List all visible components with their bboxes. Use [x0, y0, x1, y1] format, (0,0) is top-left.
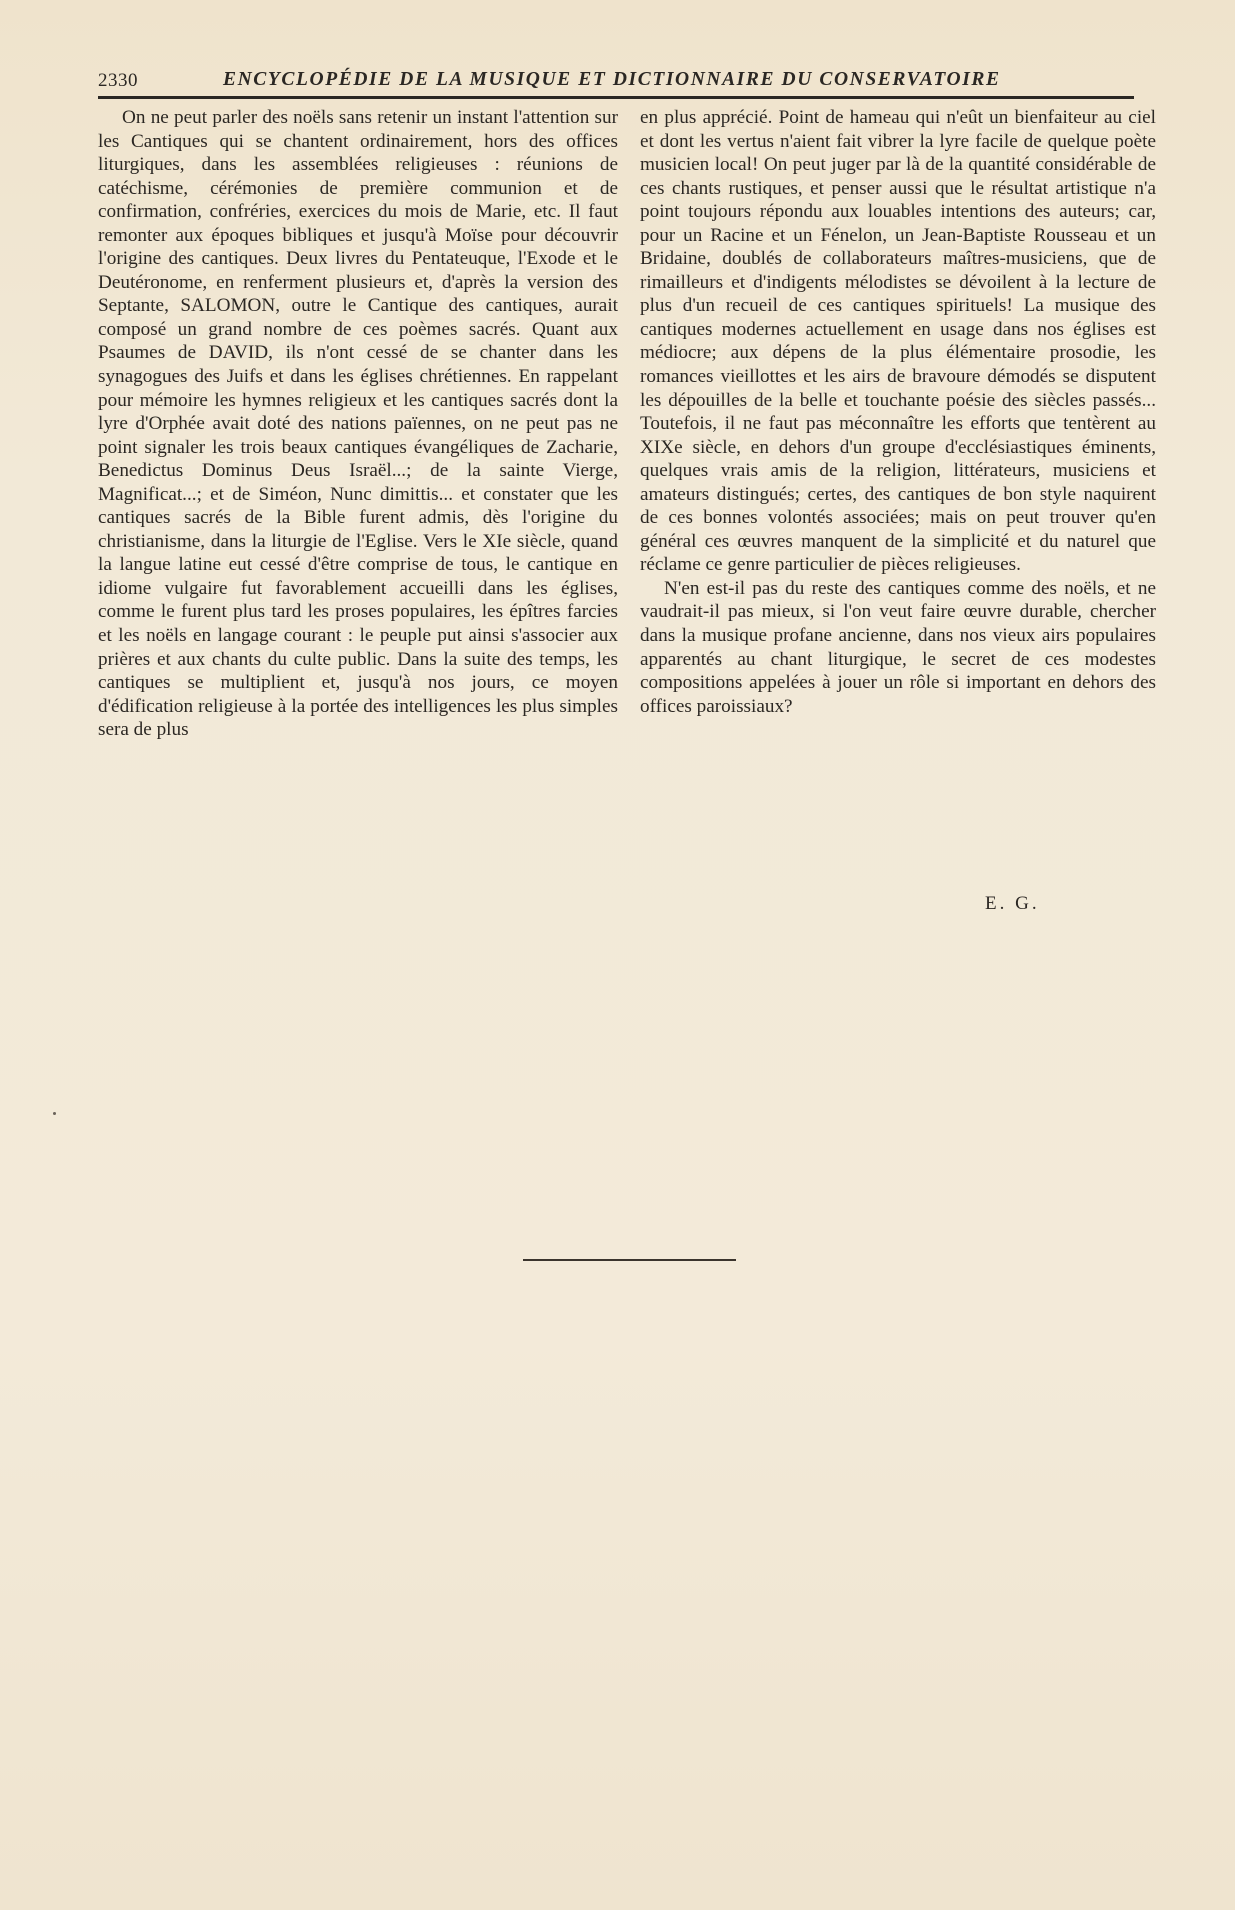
- header-rule: [98, 96, 1134, 99]
- section-end-rule: [523, 1259, 736, 1261]
- running-head: ENCYCLOPÉDIE DE LA MUSIQUE ET DICTIONNAIRE DU CONSERVATOIRE: [223, 69, 1001, 90]
- author-signature: E. G.: [985, 893, 1040, 914]
- paper-speck: [53, 1112, 56, 1115]
- body-paragraph: N'en est-il pas du reste des cantiques comme des noëls, et ne vaudrait-il pas mieux, si l'on veut faire œuvre durable, chercher dans la musique profane ancienne, dans nos vieux airs populaires apparentés au chant liturgique, le secret de ces modestes compositions appelées à jouer un rôle si important en dehors des offices paroissiaux?: [640, 577, 1156, 717]
- page-number: 2330: [98, 70, 138, 91]
- left-column: [98, 106, 618, 742]
- body-paragraph-continued: en plus apprécié. Point de hameau qui n'eût un bienfaiteur au ciel et dont les vertus n'aient fait vibrer la lyre facile de quelque poète musicien local! On peut juger par là de la quantité considérable de ces chants rustiques, et penser aussi que le résultat artistique n'a point toujours répondu aux louables intentions des auteurs; car, pour un Racine et un Fénelon, un Jean-Baptiste Rousseau et un Bridaine, doublés de collaborateurs maîtres-musiciens, que de rimailleurs et d'indigents mélodistes se dévoilent à la lecture de plus d'un recueil de ces cantiques spirituels! La musique des cantiques modernes actuellement en usage dans nos églises est médiocre; aux dépens de la plus élémentaire prosodie, les romances vieillottes et les airs de bravoure démodés se disputent les dépouilles de la belle et touchante poésie des siècles passés... Toutefois, il ne faut pas méconnaître les efforts que tentèrent au XIXe siècle, en dehors d'un groupe d'ecclésiastiques éminents, quelques vrais amis de la religion, littérateurs, musiciens et amateurs distingués; certes, des cantiques de bon style naquirent de ces bonnes volontés associées; mais on peut trouver qu'en général ces œuvres manquent de la simplicité et du naturel que réclame ce genre particulier de pièces religieuses.: [640, 107, 1156, 576]
- page-header: [98, 68, 1134, 94]
- right-column: [640, 106, 1156, 718]
- body-paragraph: On ne peut parler des noëls sans retenir un instant l'attention sur les Cantiques qui se chantent ordinairement, hors des offices liturgiques, dans les assemblées religieuses : réunions de catéchisme, cérémonies de première communion et de confirmation, confréries, exercices du mois de Marie, etc. Il faut remonter aux époques bibliques et jusqu'à Moïse pour découvrir l'origine des cantiques. Deux livres du Pentateuque, l'Exode et le Deutéronome, en renferment plusieurs et, d'après la version des Septante, SALOMON, outre le Cantique des cantiques, aurait composé un grand nombre de ces poèmes sacrés. Quant aux Psaumes de DAVID, ils n'ont cessé de se chanter dans les synagogues des Juifs et dans les églises chrétiennes. En rappelant pour mémoire les hymnes religieux et les cantiques sacrés dont la lyre d'Orphée avait doté des nations païennes, on ne peut pas ne point signaler les trois beaux cantiques évangéliques de Zacharie, Benedictus Dominus Deus Israël...; de la sainte Vierge, Magnificat...; et de Siméon, Nunc dimittis... et constater que les cantiques sacrés de la Bible furent admis, dès l'origine du christianisme, dans la liturgie de l'Eglise. Vers le XIe siècle, quand la langue latine eut cessé d'être comprise de tous, le cantique en idiome vulgaire fut favorablement accueilli dans les églises, comme le furent plus tard les proses populaires, les épîtres farcies et les noëls en langage courant : le peuple put ainsi s'associer aux prières et aux chants du culte public. Dans la suite des temps, les cantiques se multiplient et, jusqu'à nos jours, ce moyen d'édification religieuse à la portée des intelligences les plus simples sera de plus: [98, 107, 618, 741]
